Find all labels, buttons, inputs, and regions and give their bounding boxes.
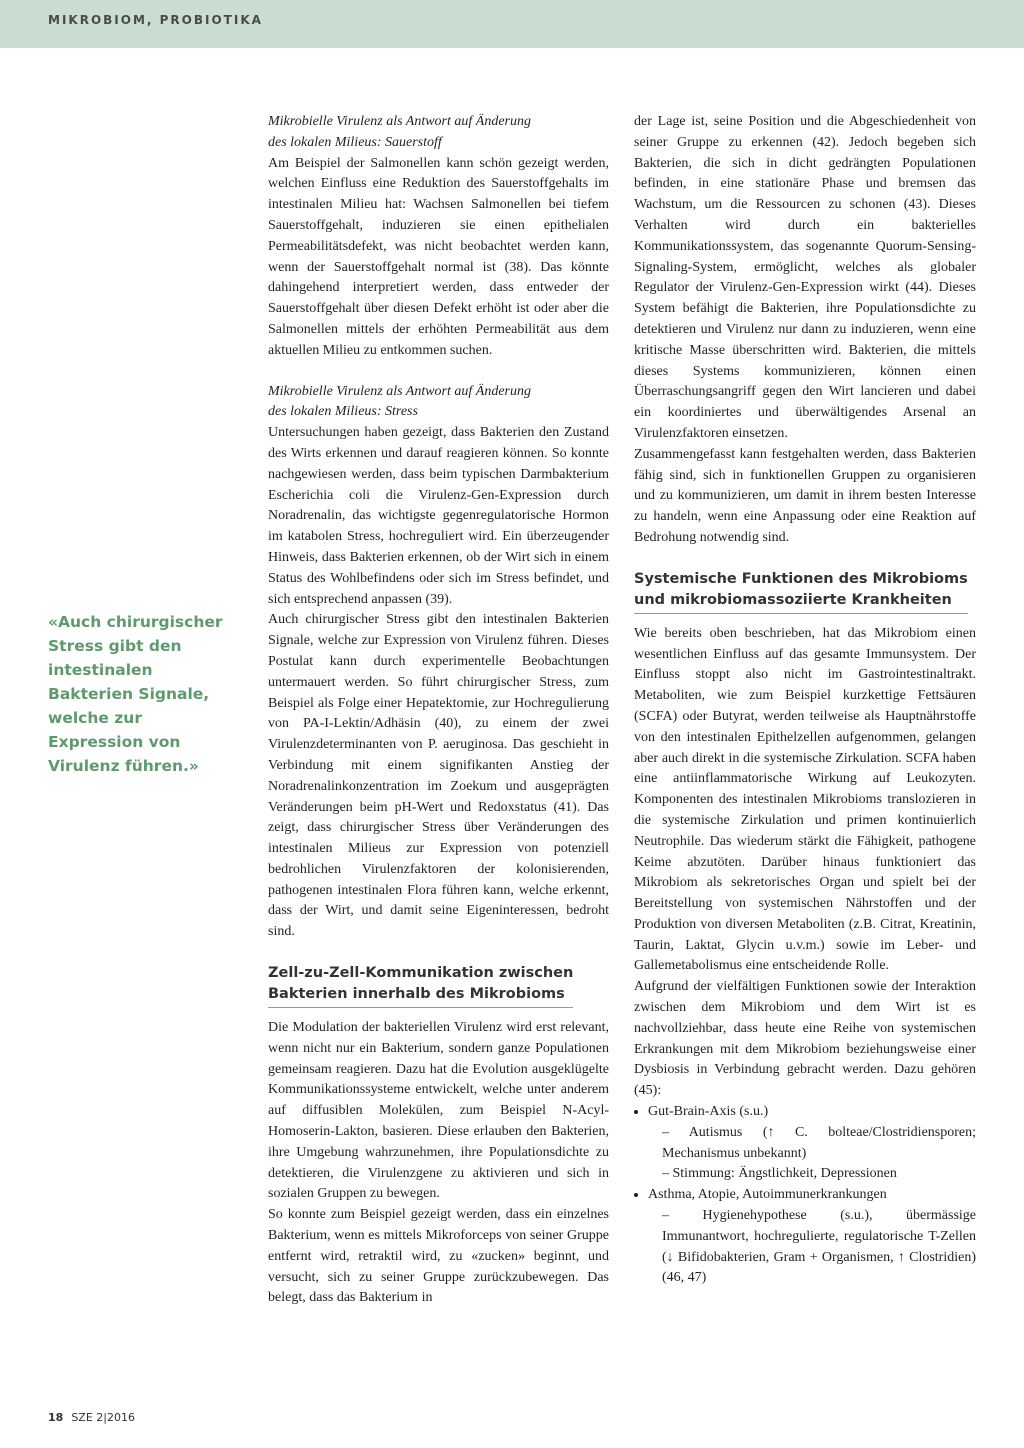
paragraph: Zusammengefasst kann festgehalten werden, dass Bakterien fähig sind, sich in funktionellen Gruppen zu organisieren und zu kommunizieren, um damit in ihrem besten Interesse zu handeln, wenn eine Anpassung oder eine Reaktion auf Bedrohung notwendig sind. xyxy=(634,446,976,545)
page-number: 18 xyxy=(48,1411,64,1424)
paragraph: Am Beispiel der Salmonellen kann schön gezeigt werden, welchen Einfluss eine Reduktion des Sauerstoffgehalts im intestinalen Milieu hat: Wachsen Salmonellen bei tiefem Sauerstoffgehalt, induzieren sie einen epithelialen Permeabilitätsdefekt, was nicht beobachtet werden kann, wenn der Sauerstoffgehalt normal ist (38). Das könnte dahingehend interpretiert werden, dass entweder der Sauerstoffgehalt über diesen Defekt erhöht ist oder aber die Salmonellen mittels der erhöhten Permeabilität aus dem aktuellen Milieu zu entkommen suchen. xyxy=(268,155,609,358)
header-band xyxy=(0,0,1024,48)
middle-column xyxy=(268,112,609,1309)
journal-issue: SZE 2|2016 xyxy=(71,1411,135,1424)
quote-text: Auch chirurgischer Stress gibt den intestinalen Bakterien Signale, welche zur Expression von Virulenz führen. xyxy=(48,613,223,775)
paragraph: Die Modulation der bakteriellen Virulenz wird erst relevant, wenn nicht nur ein Bakterium, sondern ganze Populationen gemeinsam reagieren. Dazu hat die Evolution ausgeklügelte Kommunikationssysteme entwickelt, welche unter anderem auf diffusiblen Molekülen, zum Beispiel N-Acyl-Homoserin-Lakton, basieren. Diese erlauben den Bakterien, ihre Umgebung wahrzunehmen, ihre Populationsdichte zu detektieren, die Virulenzgene zu aktivieren und sich in sozialen Gruppen zu bewegen. xyxy=(268,1020,609,1202)
subheading-stress: Mikrobielle Virulenz als Antwort auf Änderung des lokalen Milieus: Stress xyxy=(268,383,531,420)
list-subitem: – Autismus (↑ C. bolteae/Clostridiensporen; Mechanismus unbekannt) xyxy=(662,1124,976,1161)
list-subitem: – Hygienehypothese (s.u.), übermässige Immunantwort, hochregulierte, regulatorische T-Zellen (↓ Bifidobakterien, Gram + Organismen, ↑ Clostridien) (46, 47) xyxy=(662,1208,976,1286)
paragraph: Auch chirurgischer Stress gibt den intestinalen Bakterien Signale, welche zur Expression von Virulenz führen. Dieses Postulat kann durch experimentelle Beobachtungen untermauert werden. So führt chirurgischer Stress, zum Beispiel als Folge einer Hepatektomie, zur Hochregulierung von PA-I-Lektin/Adhäsin (40), zu einem der zwei Virulenzdeterminanten von P. aeruginosa. Das geschieht in Verbindung mit einem signifikanten Anstieg der Noradrenalinkonzentration im Zoekum und ausgeprägten Veränderungen beim pH-Wert und Redoxstatus (41). Das zeigt, dass chirurgischer Stress über Veränderungen des intestinalen Milieus zur Expression von potenziell bedrohlichen Virulenzfaktoren der kolonisierenden, pathogenen intestinalen Flora führen kann, welche erkennt, dass der Wirt, und damit seine Eigeninteressen, bedroht sind. xyxy=(268,612,609,940)
quote-close-mark: » xyxy=(188,757,199,775)
paragraph: Aufgrund der vielfältigen Funktionen sowie der Interaktion zwischen dem Mikrobiom und dem Wirt ist es nachvollziehbar, dass heute eine Reihe von systemischen Erkrankungen mit dem Mikrobiom beziehungsweise einer Dysbiosis in Verbindung gebracht werden. Dazu gehören (45): xyxy=(634,979,976,1099)
quote-open-mark: « xyxy=(48,613,59,631)
section-heading-zell-kommunikation: Zell-zu-Zell-Kommunikation zwischen Bakterien innerhalb des Mikrobioms xyxy=(268,963,573,1008)
section-heading-systemische-funktionen: Systemische Funktionen des Mikrobioms und mikrobiomassoziierte Krankheiten xyxy=(634,569,968,614)
paragraph: So konnte zum Beispiel gezeigt werden, dass ein einzelnes Bakterium, wenn es mittels Mikroforceps von seiner Gruppe entfernt wird, retraktil wird, zu «zucken» beginnt, und versucht, sich zu seiner Gruppe zurückzubewegen. Das belegt, dass das Bakterium in xyxy=(268,1207,609,1306)
section-title: MIKROBIOM, PROBIOTIKA xyxy=(48,13,263,27)
list-subitem: – Stimmung: Ängstlichkeit, Depressionen xyxy=(662,1166,897,1182)
list-item: • Asthma, Atopie, Autoimmunerkrankungen – Hygienehypothese (s.u.), übermässige Immunantwort, hochregulierte, regulatorische T-Zellen (↓ Bifidobakterien, Gram + Organismen, ↑ Clostridien) (46, 47) xyxy=(648,1185,976,1289)
right-column xyxy=(634,112,976,1289)
list-item: • Gut-Brain-Axis (s.u.) – Autismus (↑ C. bolteae/Clostridiensporen; Mechanismus unbekannt) – Stimmung: Ängstlichkeit, Depressionen xyxy=(648,1102,976,1185)
page-footer xyxy=(48,1411,135,1424)
paragraph: Untersuchungen haben gezeigt, dass Bakterien den Zustand des Wirts erkennen und darauf reagieren können. So konnte nachgewiesen werden, dass beim typischen Darmbakterium Escherichia coli die Virulenz-Gen-Expression durch Noradrenalin, das wichtigste gegenregulatorische Hormon im katabolen Stress, hochreguliert wird. Ein überzeugender Hinweis, dass Bakterien erkennen, ob der Wirt sich in einem Status des Wohlbefindens oder sich im Stress befindet, und sich entsprechend anpassen (39). xyxy=(268,425,609,607)
disease-list xyxy=(634,1102,976,1289)
paragraph: der Lage ist, seine Position und die Abgeschiedenheit von seiner Gruppe zu erkennen (42). Jedoch begeben sich Bakterien, die sich in dicht gedrängten Populationen befinden, in eine stationäre Phase und bremsen das Wachstum, um die Ressourcen zu schonen (43). Dieses Verhalten wird durch ein bakterielles Kommunikationssystem, das sogenannte Quorum-Sensing-Signaling-System, ermöglicht, welches als globaler Regulator der Virulenz-Gen-Expression wirkt (44). Dieses System befähigt die Bakterien, ihre Populationsdichte zu detektieren und Virulenz nur dann zu induzieren, wenn eine kritische Masse überschritten wird. Bakterien, die mittels dieses Systems kommunizieren, können einen Überraschungsangriff gegen den Wirt lancieren und dabei ein koordiniertes und überwältigendes Arsenal an Virulenzfaktoren einsetzen. xyxy=(634,114,976,441)
pull-quote xyxy=(48,610,238,778)
subheading-sauerstoff: Mikrobielle Virulenz als Antwort auf Änderung des lokalen Milieus: Sauerstoff xyxy=(268,114,531,150)
paragraph: Wie bereits oben beschrieben, hat das Mikrobiom einen wesentlichen Einfluss auf das gesamte Immunsystem. Der Einfluss stoppt also nicht im Gastrointestinaltrakt. Metaboliten, wie zum Beispiel kurzkettige Fettsäuren (SCFA) oder Butyrat, werden teilweise als Hauptnährstoffe von den intestinalen Epithelzellen aufgenommen, gelangen aber auch direkt in die systemische Zirkulation. SCFA haben eine antiinflammatorische Wirkung auf Leukozyten. Komponenten des intestinalen Mikrobioms translozieren in die systemische Zirkulation und primen kontinuierlich Neutrophile. Das wiederum stärkt die Fähigkeit, pathogene Keime abzutöten. Darüber hinaus funktioniert das Mikrobiom als sekretorisches Organ und spielt bei der Bereitstellung von systemischen Nährstoffen und der Produktion von diversen Metaboliten (z.B. Citrat, Kreatinin, Taurin, Laktat, Glycin u.v.m.) sowie im Leber- und Gallemetabolismus eine entscheidende Rolle. xyxy=(634,625,976,974)
